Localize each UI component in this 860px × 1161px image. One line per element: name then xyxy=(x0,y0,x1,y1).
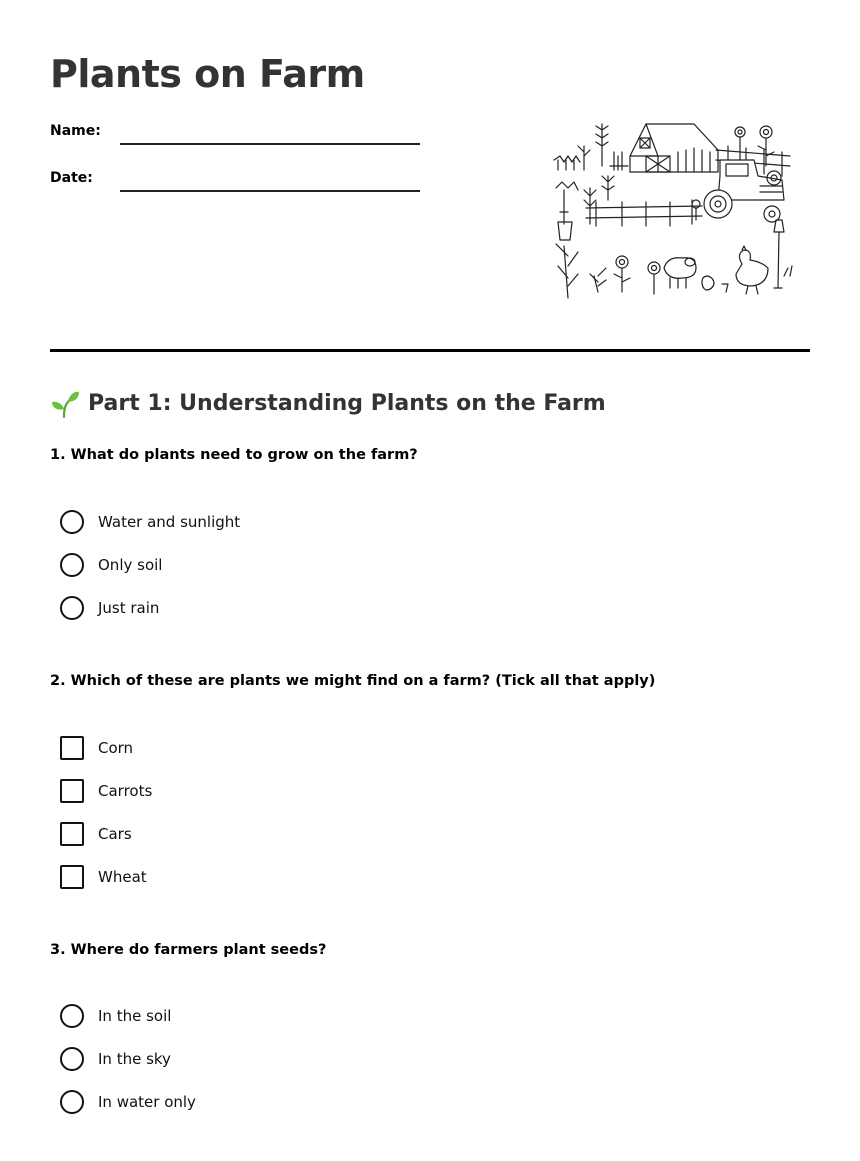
option-label: Carrots xyxy=(98,782,153,800)
date-field xyxy=(50,168,430,194)
name-label: Name: xyxy=(50,123,101,139)
radio-button[interactable] xyxy=(60,1047,84,1071)
radio-button[interactable] xyxy=(60,1004,84,1028)
option-label: Only soil xyxy=(98,556,163,574)
date-input-line[interactable] xyxy=(120,190,420,192)
option-label: Wheat xyxy=(98,868,147,886)
q3-option-in-the-soil[interactable] xyxy=(60,1003,171,1029)
name-field xyxy=(50,121,430,147)
barn-drawing xyxy=(630,124,718,172)
checkbox[interactable] xyxy=(60,779,84,803)
option-label: In the soil xyxy=(98,1007,172,1025)
part1-title: Part 1: Understanding Plants on the Farm xyxy=(88,391,606,416)
question-3: 3. Where do farmers plant seeds? xyxy=(50,942,327,958)
option-label: Just rain xyxy=(98,599,160,617)
farm-scene-illustration xyxy=(546,116,796,300)
shovel-drawing xyxy=(774,220,784,288)
q2-option-cars[interactable] xyxy=(60,821,132,847)
radio-button[interactable] xyxy=(60,596,84,620)
option-label: Cars xyxy=(98,825,132,843)
option-label: Water and sunlight xyxy=(98,513,241,531)
sheep-drawing xyxy=(664,258,696,288)
radio-button[interactable] xyxy=(60,553,84,577)
q2-option-carrots[interactable] xyxy=(60,778,152,804)
sprout-icon xyxy=(50,389,80,419)
q2-option-wheat[interactable] xyxy=(60,864,147,890)
q1-option-only-soil[interactable] xyxy=(60,552,162,578)
date-label: Date: xyxy=(50,170,93,186)
part1-header xyxy=(50,388,606,420)
section-divider xyxy=(50,349,810,352)
q2-option-corn[interactable] xyxy=(60,735,133,761)
q3-option-in-water-only[interactable] xyxy=(60,1089,196,1115)
hen-drawing xyxy=(702,246,768,294)
question-1: 1. What do plants need to grow on the farm? xyxy=(50,447,418,463)
checkbox[interactable] xyxy=(60,736,84,760)
question-2: 2. Which of these are plants we might find on a farm? (Tick all that apply) xyxy=(50,673,656,689)
checkbox[interactable] xyxy=(60,865,84,889)
radio-button[interactable] xyxy=(60,510,84,534)
page-title: Plants on Farm xyxy=(50,52,365,96)
option-label: Corn xyxy=(98,739,134,757)
q1-option-just-rain[interactable] xyxy=(60,595,159,621)
option-label: In water only xyxy=(98,1093,196,1111)
option-label: In the sky xyxy=(98,1050,171,1068)
name-input-line[interactable] xyxy=(120,143,420,145)
q3-option-in-the-sky[interactable] xyxy=(60,1046,171,1072)
q1-option-water-and-sunlight[interactable] xyxy=(60,509,240,535)
checkbox[interactable] xyxy=(60,822,84,846)
radio-button[interactable] xyxy=(60,1090,84,1114)
